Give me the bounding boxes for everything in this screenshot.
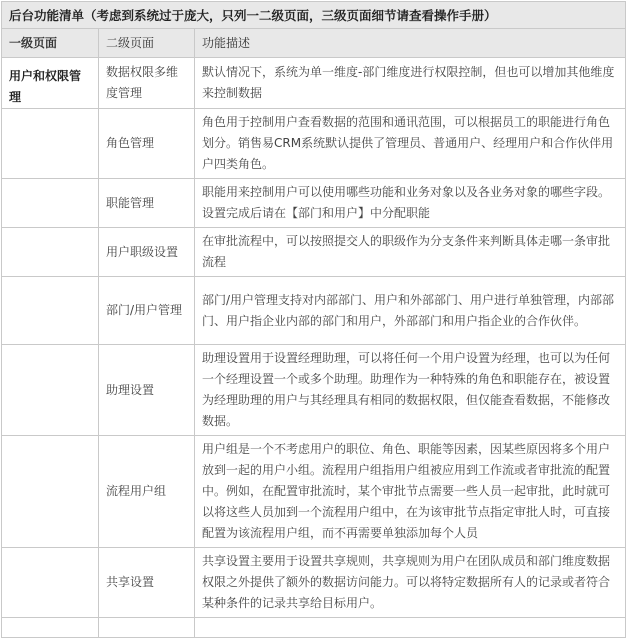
level2-cell-empty xyxy=(99,618,195,638)
table-row xyxy=(2,58,626,109)
level2-cell: 流程用户组 xyxy=(99,436,195,548)
description-cell: 职能用来控制用户可以使用哪些功能和业务对象以及各业务对象的哪些字段。设置完成后请在【部门和用户】中分配职能 xyxy=(195,179,626,228)
table-row-partial xyxy=(2,618,626,638)
description-cell: 角色用于控制用户查看数据的范围和通讯范围，可以根据员工的职能进行角色划分。销售易CRM系统默认提供了管理员、普通用户、经理用户和合作伙伴用户四类角色。 xyxy=(195,109,626,179)
table-row xyxy=(2,548,626,618)
level1-cell-empty xyxy=(2,228,99,277)
level2-cell: 角色管理 xyxy=(99,109,195,179)
table-row xyxy=(2,228,626,277)
header-description: 功能描述 xyxy=(195,29,626,58)
feature-table xyxy=(1,1,626,638)
description-cell: 用户组是一个不考虑用户的职位、角色、职能等因素，因某些原因将多个用户放到一起的用户小组。流程用户组指用户组被应用到工作流或者审批流的配置中。例如，在配置审批流时，某个审批节点需要一些人员一起审批，此时就可以将这些人员加到一个流程用户组中，在为该审批节点指定审批人时，可直接配置为该流程用户组，而不再需要单独添加每个人员 xyxy=(195,436,626,548)
description-cell: 助理设置用于设置经理助理，可以将任何一个用户设置为经理，也可以为任何一个经理设置一个或多个助理。助理作为一种特殊的角色和职能存在，被设置为经理助理的用户与其经理具有相同的数据权限，但仅能查看数据，不能修改数据。 xyxy=(195,345,626,436)
table-row xyxy=(2,436,626,548)
description-cell: 默认情况下，系统为单一维度-部门维度进行权限控制，但也可以增加其他维度来控制数据 xyxy=(195,58,626,109)
level2-cell: 职能管理 xyxy=(99,179,195,228)
description-cell: 在审批流程中，可以按照提交人的职级作为分支条件来判断具体走哪一条审批流程 xyxy=(195,228,626,277)
header-level2: 二级页面 xyxy=(99,29,195,58)
level1-cell-empty xyxy=(2,109,99,179)
level1-cell-empty xyxy=(2,277,99,345)
level1-cell-empty xyxy=(2,179,99,228)
header-level1: 一级页面 xyxy=(2,29,99,58)
level1-cell-empty xyxy=(2,548,99,618)
level2-cell: 数据权限多维度管理 xyxy=(99,58,195,109)
level1-cell: 用户和权限管理 xyxy=(2,58,99,109)
description-cell: 共享设置主要用于设置共享规则，共享规则为用户在团队成员和部门维度数据权限之外提供了额外的数据访问能力。可以将特定数据所有人的记录或者符合某种条件的记录共享给目标用户。 xyxy=(195,548,626,618)
level1-cell-empty xyxy=(2,345,99,436)
level2-cell: 共享设置 xyxy=(99,548,195,618)
table-title-row xyxy=(2,2,626,29)
level1-cell-empty xyxy=(2,618,99,638)
description-cell: 部门/用户管理支持对内部部门、用户和外部部门、用户进行单独管理，内部部门、用户指企业内部的部门和用户，外部部门和用户指企业的合作伙伴。 xyxy=(195,277,626,345)
table-row xyxy=(2,277,626,345)
table-title: 后台功能清单（考虑到系统过于庞大，只列一二级页面，三级页面细节请查看操作手册） xyxy=(2,2,626,29)
table-row xyxy=(2,109,626,179)
level2-cell: 助理设置 xyxy=(99,345,195,436)
table-row xyxy=(2,345,626,436)
level1-cell-empty xyxy=(2,436,99,548)
level2-cell: 部门/用户管理 xyxy=(99,277,195,345)
table-row xyxy=(2,179,626,228)
table-header-row xyxy=(2,29,626,58)
level2-cell: 用户职级设置 xyxy=(99,228,195,277)
description-cell-empty xyxy=(195,618,626,638)
